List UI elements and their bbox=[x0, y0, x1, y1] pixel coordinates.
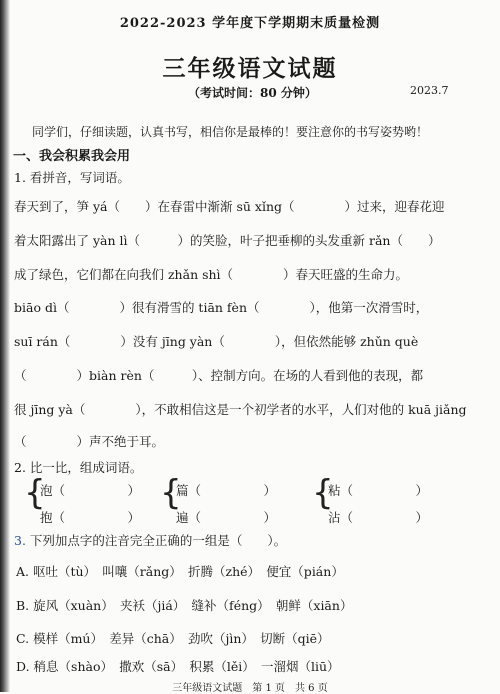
scan-edge bbox=[0, 0, 10, 692]
exam-title: 三年级语文试题 bbox=[162, 55, 338, 82]
option-c: C. 模样（mú） 差异（chā） 劲吹（jìn） 切断（qiē） bbox=[16, 631, 330, 646]
question-1-line: 成了绿色，它们都在向我们 zhǎn shì（ ）春天旺盛的生命力。 bbox=[14, 267, 409, 282]
question-3-label bbox=[14, 531, 286, 549]
section-heading: 一、我会积累我会用 bbox=[13, 149, 131, 164]
question-1-line: 春天到了，笋 yá（ ）在春雷中渐渐 sū xǐng（ ）过来，迎春花迎 bbox=[14, 199, 445, 214]
question-1-label: 1. 看拼音，写词语。 bbox=[14, 170, 130, 185]
word-pair-item: 泡（ ） bbox=[40, 483, 141, 498]
exam-date: 2023.7 bbox=[410, 84, 449, 97]
term-heading: 2022-2023 学年度下学期期末质量检测 bbox=[119, 16, 381, 31]
brace-icon: { bbox=[24, 473, 46, 513]
question-1-line: suī rán（ ）没有 jīng yàn（ ），但依然能够 zhǔn què bbox=[14, 334, 419, 349]
brace-icon: { bbox=[160, 473, 182, 513]
page-footer: 三年级语文试题 第 1 页 共 6 页 bbox=[172, 683, 328, 694]
question-1-line: （ ）biàn rèn（ ）、控制方向。在场的人看到他的表现，都 bbox=[14, 368, 424, 383]
intro-text: 同学们，仔细读题，认真书写，相信你是最棒的！要注意你的书写姿势哟！ bbox=[32, 125, 429, 139]
word-pair-item: 沾（ ） bbox=[328, 510, 429, 525]
question-3-number: 3. bbox=[14, 533, 26, 548]
word-pair-item: 篇（ ） bbox=[176, 483, 277, 498]
word-pair-item: 抱（ ） bbox=[40, 510, 141, 525]
option-b: B. 旋风（xuàn） 夹袄（jiá） 缝补（féng） 朝鲜（xiān） bbox=[16, 598, 353, 613]
brace-icon: { bbox=[312, 473, 334, 513]
question-1-line: 很 jīng yà（ ），不敢相信这是一个初学者的水平，人们对他的 kuā jiǎng bbox=[14, 402, 467, 417]
word-pair-item: 遍（ ） bbox=[176, 510, 277, 525]
question-1-line: （ ）声不绝于耳。 bbox=[14, 434, 165, 449]
question-1-line: biāo dì（ ）很有滑雪的 tiān fèn（ ），他第一次滑雪时， bbox=[14, 300, 429, 315]
option-a: A. 呕吐（tù） 叫嚷（rǎng） 折腾（zhé） 便宜（pián） bbox=[16, 564, 344, 579]
question-1-line: 着太阳露出了 yàn lì（ ）的笑脸，叶子把垂柳的头发重新 rǎn（ ） bbox=[14, 233, 441, 248]
exam-duration: （考试时间：80 分钟） bbox=[188, 86, 317, 100]
word-pair-item: 粘（ ） bbox=[328, 483, 429, 498]
question-2-label: 2. 比一比，组成词语。 bbox=[14, 460, 143, 475]
question-3-text: 下列加点字的注音完全正确的一组是（ ）。 bbox=[25, 533, 287, 548]
option-d: D. 稍息（shào） 撒欢（sā） 积累（lěi） 一溜烟（liū） bbox=[16, 659, 340, 674]
